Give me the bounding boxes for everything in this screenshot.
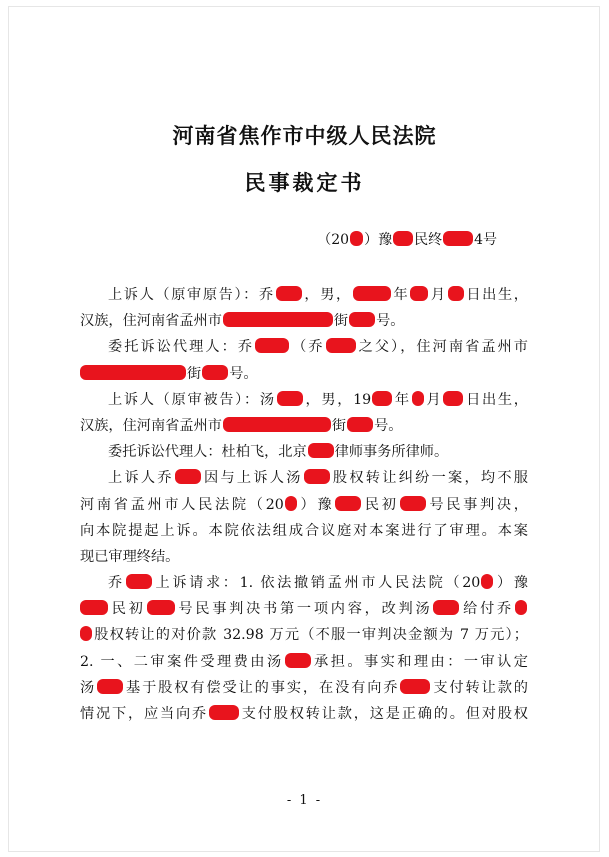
case-number [317, 229, 497, 249]
redaction-mark [326, 338, 356, 353]
paragraph-line [80, 701, 528, 727]
paragraph-line [80, 649, 528, 675]
paragraph-line [80, 439, 528, 465]
paragraph-line [80, 492, 528, 518]
text-run: 汉族，住河南省孟州市 [80, 417, 222, 434]
text-run: 号民事判决书第一项内容，改判汤 [175, 601, 433, 618]
redaction-mark [80, 365, 186, 380]
case-number-mid1: ）豫 [364, 232, 393, 248]
redaction-mark [276, 286, 302, 301]
text-run: 乔 [108, 575, 125, 592]
redaction-mark [147, 600, 175, 615]
redaction-mark [277, 391, 303, 406]
redaction-mark [80, 600, 108, 615]
text-run: 号。 [376, 313, 405, 330]
redaction-mark [80, 626, 92, 641]
text-run: 情况下，应当向乔 [80, 706, 208, 722]
body-text [80, 282, 528, 727]
paragraph-line [80, 387, 528, 413]
text-run: 股权转让纠纷一案，均不服 [330, 470, 528, 487]
paragraph-line [80, 361, 528, 387]
text-run: 基于股权有偿受让的事实，在没有向乔 [124, 679, 400, 696]
paragraph-line [80, 596, 528, 622]
redaction-mark [349, 312, 375, 327]
text-run: 上诉请求：1. 依法撤销孟州市人民法院（20 [152, 575, 481, 592]
text-run: 月 [424, 391, 443, 408]
redaction-mark [285, 496, 297, 511]
paragraph-line [80, 465, 528, 491]
redaction-mark [126, 574, 152, 589]
paragraph-line [80, 518, 528, 544]
text-run: 上诉人（原审被告）：汤 [108, 391, 276, 408]
redaction-mark [400, 679, 430, 694]
text-run: ）豫 [494, 575, 528, 592]
redaction-mark [372, 391, 392, 406]
text-run: 承担。事实和理由：一审认定 [311, 653, 528, 670]
redaction-mark [308, 443, 334, 458]
text-run: ，男， [302, 287, 352, 303]
redaction-mark [209, 705, 239, 720]
text-run: 号。 [229, 365, 258, 382]
redaction-mark [202, 365, 228, 380]
text-run: ）豫 [297, 496, 335, 513]
redaction-mark [515, 600, 527, 615]
redaction-mark [433, 600, 459, 615]
text-run: 律师事务所律师。 [334, 444, 449, 461]
paragraph-line [80, 544, 528, 570]
redaction-mark [255, 338, 289, 353]
text-run: 街 [333, 313, 349, 330]
redaction-mark [393, 231, 413, 246]
text-run: 2. 一、二审案件受理费由汤 [80, 653, 284, 670]
redaction-mark [410, 286, 428, 301]
paragraph-line [80, 282, 528, 308]
text-run: 支付转让款的 [431, 679, 528, 696]
text-run: 上诉人（原审原告）：乔 [108, 287, 275, 303]
text-run: 号。 [374, 417, 403, 434]
text-run: 年 [393, 391, 411, 408]
text-run: 上诉人乔 [108, 470, 174, 487]
court-name: 河南省焦作市中级人民法院 [172, 124, 437, 148]
text-run: 之父），住河南省孟州市 [356, 339, 528, 356]
text-run: 向本院提起上诉。本院依法组成合议庭对本案进行了审理。本案 [80, 522, 528, 539]
document-type-title: 民事裁定书 [244, 171, 365, 195]
paragraph-line [80, 334, 528, 360]
paragraph-line [80, 622, 528, 648]
text-run: 民初 [109, 601, 146, 618]
text-run: 委托诉讼代理人：乔 [108, 339, 255, 356]
redaction-mark [304, 469, 330, 484]
redaction-mark [448, 286, 464, 301]
redaction-mark [412, 391, 424, 406]
redaction-mark [285, 653, 311, 668]
redaction-mark [443, 391, 463, 406]
text-run: ，男，19 [303, 391, 372, 408]
redaction-mark [353, 286, 391, 301]
text-run: 街 [187, 365, 202, 382]
redaction-mark [335, 496, 361, 511]
text-run: 日出生， [464, 391, 528, 408]
text-run: 日出生， [464, 287, 528, 303]
text-run: 街 [331, 417, 347, 434]
case-number-mid2: 民终 [414, 232, 443, 248]
redaction-mark [350, 231, 363, 246]
paragraph-line [80, 570, 528, 596]
text-run: 委托诉讼代理人：杜柏飞，北京 [108, 444, 307, 461]
text-run: 月 [429, 287, 447, 303]
redaction-mark [443, 231, 473, 246]
text-run: 现已审理终结。 [80, 548, 180, 565]
text-run: 号民事判决， [426, 496, 528, 513]
page-number: - 1 - [286, 793, 323, 808]
text-run: （乔 [290, 339, 325, 356]
redaction-mark [97, 679, 123, 694]
text-run: 股权转让的对价款 32.98 万元（不服一审判决金额为 7 万元）； [93, 627, 528, 644]
case-number-suffix: 4号 [474, 232, 497, 248]
text-run: 汉族，住河南省孟州市 [80, 313, 222, 330]
case-number-prefix: （20 [317, 232, 350, 248]
text-run: 汤 [80, 679, 97, 696]
redaction-mark [223, 312, 333, 327]
text-run: 给付乔 [460, 601, 514, 618]
text-run: 支付股权转让款，这是正确的。但对股权 [240, 706, 528, 722]
text-run: 年 [391, 287, 410, 303]
redaction-mark [223, 417, 331, 432]
redaction-mark [400, 496, 426, 511]
paragraph-line [80, 413, 528, 439]
text-run: 河南省孟州市人民法院（20 [80, 496, 284, 513]
text-run: 民初 [362, 496, 399, 513]
paragraph-line [80, 308, 528, 334]
redaction-mark [481, 574, 493, 589]
paragraph-line [80, 675, 528, 701]
text-run: 因与上诉人汤 [201, 470, 303, 487]
redaction-mark [347, 417, 373, 432]
redaction-mark [175, 469, 201, 484]
